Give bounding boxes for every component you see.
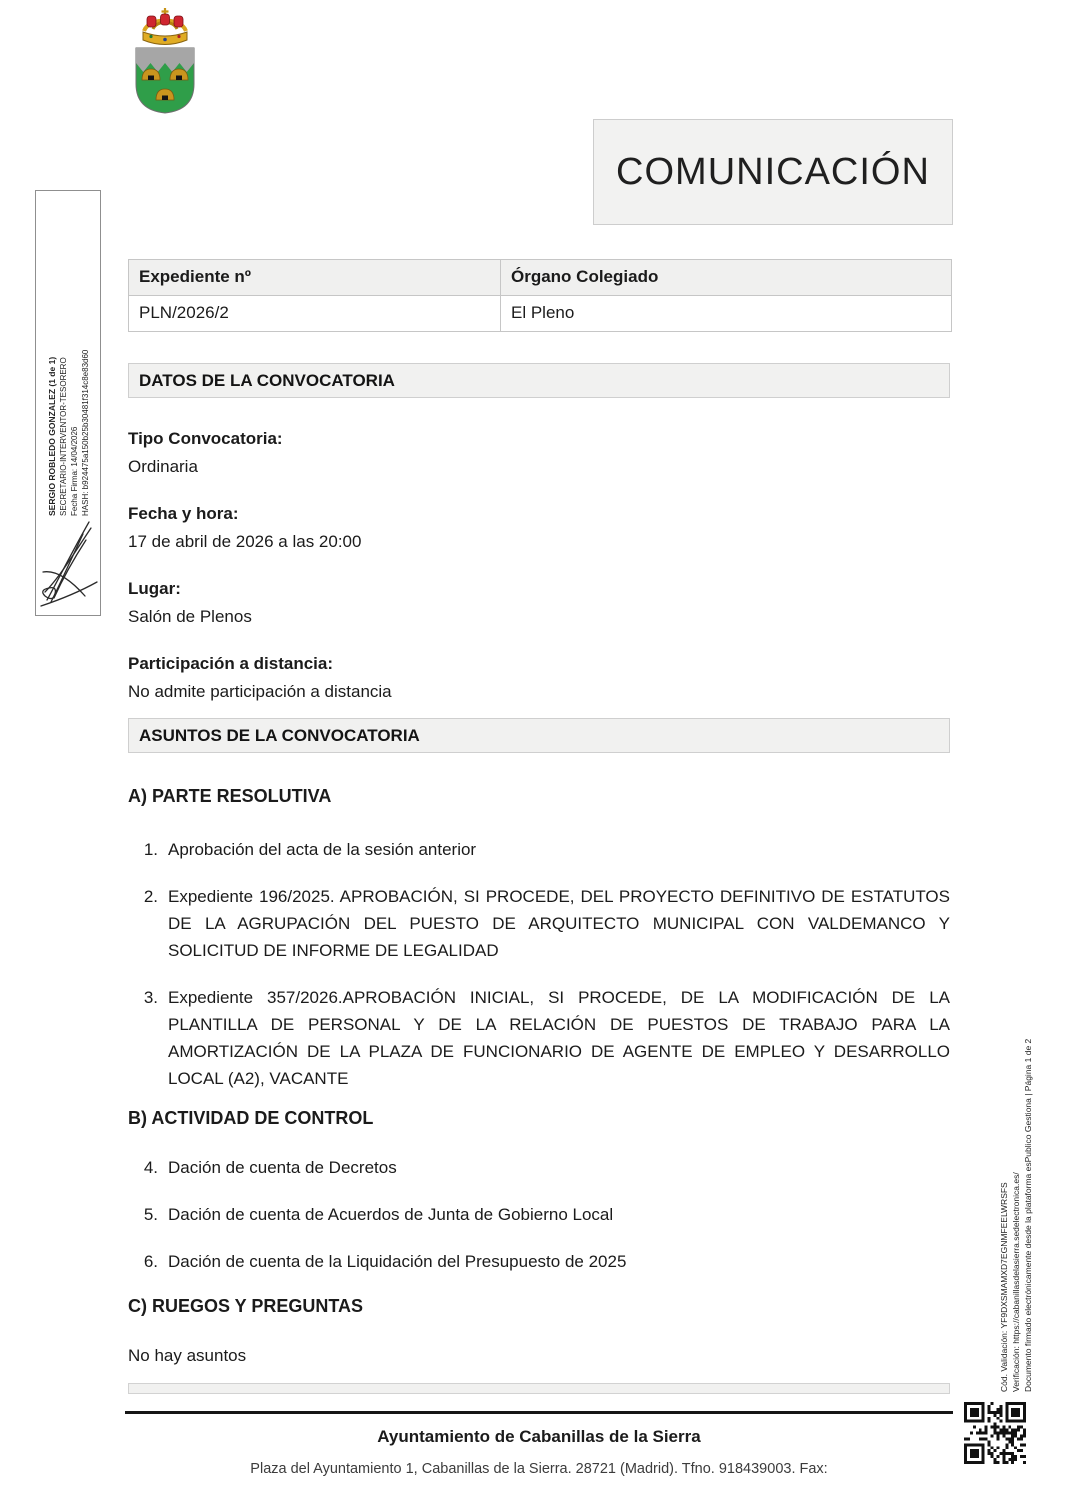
agenda-part-a-title: A) PARTE RESOLUTIVA [128, 786, 332, 806]
signature-date: Fecha Firma: 14/04/2026 [70, 426, 79, 516]
item-text: Aprobación del acta de la sesión anterior [168, 840, 477, 859]
field-label: Lugar: [128, 579, 181, 598]
validation-stamp-text [998, 934, 1034, 1392]
signer-name: SERGIO ROBLEDO GONZALEZ (1 de 1) [47, 356, 57, 516]
table-header-row [129, 260, 951, 296]
qr-code-icon [964, 1402, 1026, 1464]
header-organo: Órgano Colegiado [511, 267, 659, 286]
agenda-item-4 [128, 1154, 950, 1181]
item-number: 6. [143, 1252, 158, 1271]
field-value: Ordinaria [128, 457, 198, 476]
section-header-datos: DATOS DE LA CONVOCATORIA [128, 363, 950, 398]
document-type-banner [593, 119, 953, 225]
field-label: Tipo Convocatoria: [128, 429, 283, 448]
signature-hash: HASH: b924475a150b25b30481f314c8e83d60 [81, 349, 90, 516]
agenda-item-6 [128, 1248, 950, 1275]
item-text: Dación de cuenta de Acuerdos de Junta de Gobierno Local [168, 1205, 614, 1224]
item-number: 1. [143, 840, 158, 859]
cell-organo-value: El Pleno [511, 303, 575, 322]
item-number: 5. [143, 1205, 158, 1224]
table-data-row [129, 296, 951, 331]
validation-url: Verificación: https://cabanillasdelasierra.sedelectronica.es/ [1011, 1172, 1021, 1392]
header-expediente: Expediente nº [129, 260, 501, 295]
field-fecha-hora [128, 500, 950, 556]
field-participacion [128, 650, 950, 706]
section-header-cutoff [128, 1383, 950, 1394]
item-text: Expediente 357/2026.APROBACIÓN INICIAL, SI PROCEDE, DE LA MODIFICACIÓN DE LA PLANTILLA DE PERSONAL Y DE LA RELACIÓN DE PUESTOS DE TRABAJO PARA LA AMORTIZACIÓN DE LA PLAZA DE FUNCIONARIO DE AGENTE DE EMPLEO Y DESARROLLO LOCAL (A2), VACANTE [168, 988, 950, 1088]
validation-platform: Documento firmado electrónicamente desde la plataforma esPublico Gestiona | Página 1 de 2 [1023, 1038, 1033, 1392]
signer-role: SECRETARIO-INTERVENTOR-TESORERO [59, 357, 68, 516]
agenda-item-5 [128, 1201, 950, 1228]
validation-code: Cód. Validación: YF9DXSMAMXD7EGNMFEELWRSFS [999, 1182, 1009, 1392]
field-label: Participación a distancia: [128, 654, 334, 673]
item-number: 3. [143, 988, 158, 1007]
agenda-item-2 [128, 883, 950, 964]
coat-of-arms-icon [127, 7, 203, 117]
footer-divider [125, 1411, 953, 1414]
item-number: 2. [143, 887, 158, 906]
cell-expediente-value: PLN/2026/2 [129, 296, 501, 331]
agenda [128, 786, 950, 1369]
section-header-asuntos: ASUNTOS DE LA CONVOCATORIA [128, 718, 950, 753]
field-lugar [128, 575, 950, 631]
item-text: Expediente 196/2025. APROBACIÓN, SI PROCEDE, DEL PROYECTO DEFINITIVO DE ESTATUTOS DE LA AGRUPACIÓN DEL PUESTO DE ARQUITECTO MUNICIPAL CON VALDEMANCO Y SOLICITUD DE INFORME DE LEGALIDAD [168, 887, 950, 960]
footer-address: Plaza del Ayuntamiento 1, Cabanillas de la Sierra. 28721 (Madrid). Tfno. 918439003. Fax: [250, 1461, 828, 1477]
agenda-part-c-title: C) RUEGOS Y PREGUNTAS [128, 1296, 364, 1316]
agenda-item-3 [128, 984, 950, 1092]
agenda-part-c-body: No hay asuntos [128, 1346, 247, 1365]
document-type-label: COMUNICACIÓN [616, 150, 930, 193]
item-number: 4. [143, 1158, 158, 1177]
handwritten-signature-icon [39, 512, 99, 608]
agenda-part-b-title: B) ACTIVIDAD DE CONTROL [128, 1108, 374, 1128]
agenda-item-1 [128, 836, 950, 863]
item-text: Dación de cuenta de la Liquidación del Presupuesto de 2025 [168, 1252, 627, 1271]
field-value: No admite participación a distancia [128, 682, 392, 701]
field-value: 17 de abril de 2026 a las 20:00 [128, 532, 362, 551]
signature-stamp-text [47, 301, 91, 516]
field-value: Salón de Plenos [128, 607, 252, 626]
field-label: Fecha y hora: [128, 504, 239, 523]
footer-title: Ayuntamiento de Cabanillas de la Sierra [377, 1427, 701, 1446]
convocatoria-fields [128, 425, 950, 725]
item-text: Dación de cuenta de Decretos [168, 1158, 397, 1177]
expediente-table [128, 259, 952, 332]
field-tipo-convocatoria [128, 425, 950, 481]
